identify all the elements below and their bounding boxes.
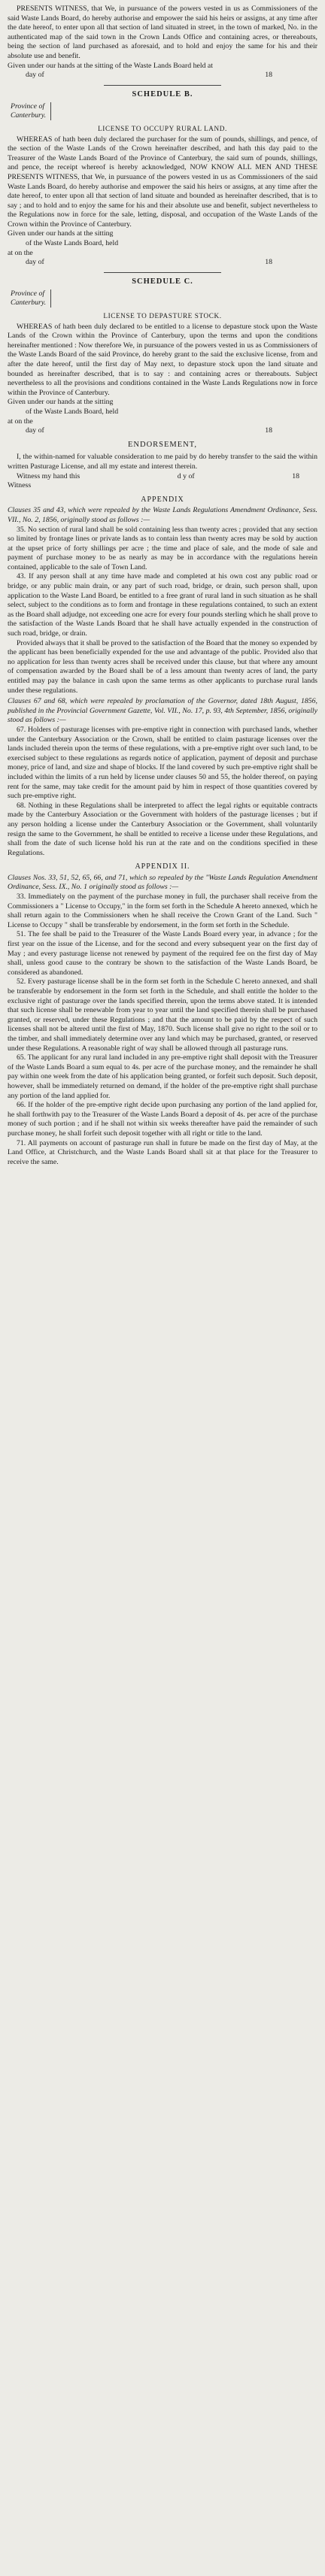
schedule-c-year: 18 bbox=[265, 426, 272, 435]
appendix-i-heading: APPENDIX bbox=[141, 495, 184, 504]
section-divider bbox=[104, 85, 222, 86]
schedule-b-day-label: day of bbox=[26, 258, 44, 267]
appendix-ii-heading: APPENDIX II. bbox=[135, 862, 190, 871]
clause-68: 68. Nothing in these Regulations shall be interpreted to affect the legal rights or equitable contracts made by the Canterbury Association or the Government with holders of the pasturage licenses ; but if any person holding a license under the Canterbury Association or the Government, shall voluntarily resign the same to the Government, he shall be entitled to receive a license under these Regulations, and shall from the date of such license hold his run at the rate and on the conditions specified in these Regulations. bbox=[8, 801, 317, 857]
schedule-a-day-label: day of bbox=[26, 71, 44, 80]
appendix-i-intro: Clauses 35 and 43, which were repealed by the Waste Lands Regulations Amendment Ordinance, Sess. VII., No. 2, 1856, originally stood as follows :— bbox=[8, 506, 317, 524]
schedule-b-year: 18 bbox=[265, 258, 272, 267]
endorsement-body: I, the within-named for valuable consideration to me paid by do hereby transfer to the said the within written Pasturage License, and all my estate and interest therein. bbox=[8, 453, 317, 471]
appendix-i-intro-2: Clauses 67 and 68, which were repealed by proclamation of the Governor, dated 18th August, 1856, published in the Provincial Government Gazette, Vol. VII., No. 17, p. 93, 4th September, 1856, originally stood as follows :— bbox=[8, 697, 317, 725]
schedule-c-given-line1: Given under our hands at the sitting bbox=[8, 398, 114, 407]
schedule-a-date-line bbox=[8, 71, 317, 80]
schedule-c-title: LICENSE TO DEPASTURE STOCK. bbox=[103, 312, 222, 320]
endorsement-witness-line bbox=[8, 472, 317, 482]
schedule-c-province-brace bbox=[11, 289, 51, 308]
endorsement-witness-label: Witness bbox=[8, 481, 32, 490]
schedule-b-body: WHEREAS of hath been duly declared the purchaser for the sum of pounds, shillings, and pence, of the section of the Waste Lands of the Crown hereinafter described, and hath this day paid to the Treasurer of the Waste Lands Board of the Province of Canterbury, the said sum of pounds, shillings, and pence, the receipt whereof is hereby acknowledged, NOW KNOW ALL MEN AND THESE PRESENTS WITNESS, that We, in pursuance of the powers vested in us as Commissioners of the said Waste Lands Board, do hereby authorise and empower the said his heirs or assigns, at any time after the date hereof, to enter upon all that section of land situate and bounded as hereinafter described, that is to say ; and to hold and to enjoy the same for his and their absolute use and benefit, subject nevertheless to the Regulations now in force for the sale, letting, disposal, and occupation of the Waste Lands of the Crown within the Province of Canterbury. bbox=[8, 135, 317, 229]
endorsement-witness-text: Witness my hand this bbox=[17, 471, 80, 480]
schedule-b-at-line: at on the bbox=[8, 248, 33, 257]
section-divider bbox=[104, 272, 222, 273]
clause-52: 52. Every pasturage license shall be in the form set forth in the Schedule C hereto annexed, and shall be transferable by endorsement in the form set forth in the Schedule, and shall entitle the holder to the exclusive right of pasturage over the lands specified therein, upon the terms above stated. It is intended that such license shall be renewable from year to year until the land specified therein shall be purchased granted, or reserved, under these Regulations ; and that the amount to be paid by the respect of such licenses shall not be altered until the first of May, 1870. Such license shall give no right to the soil or to the timber, and shall immediately determine over any land which may be purchased, granted, or reserved under these Regulations. A reasonable right of way shall be allowed through all pasturage runs. bbox=[8, 977, 317, 1053]
schedule-b-province-line2: Canterbury. bbox=[11, 111, 47, 120]
endorsement-witness-day: d y of bbox=[177, 471, 195, 480]
clause-71: 71. All payments on account of pasturage run shall in future be made on the first day of May, at the Land Office, at Christchurch, and the Waste Lands Board shall sit at that place for the Treasurer to receive the same. bbox=[8, 1138, 317, 1166]
schedule-a-witness-paragraph: PRESENTS WITNESS, that We, in pursuance of the powers vested in us as Commissioners of the said Waste Lands Board, do hereby authorise and empower the said his heirs or assigns, at any time after the date hereof, to enter upon all that section of land situated in street, in the town of marked, No. in the authenticated map of the said town in the Crown Lands Office and containing acres, or thereabouts, being the section of land purchased as aforesaid, and to hold and enjoy the same for his and their absolute use and benefit. bbox=[8, 5, 317, 60]
schedule-c-province-line1: Province of bbox=[11, 289, 45, 299]
schedule-b-province-brace bbox=[11, 102, 51, 120]
endorsement-witness-year: 18 bbox=[292, 471, 299, 480]
schedule-b-province bbox=[11, 102, 317, 121]
schedule-c-day-label: day of bbox=[26, 426, 44, 435]
schedule-b-date-line bbox=[8, 258, 317, 268]
clause-65: 65. The applicant for any rural land included in any pre-emptive right shall deposit with the Treasurer of the Waste Lands Board a sum equal to 4s. per acre of the purchase money, and the remainder he shall pay within one week from the date of his application being granted, or forfeit such deposit. Such deposit, however, shall be immediately returned on demand, if the holder of the pre-emptive right shall purchase any portion of the land applied for. bbox=[8, 1053, 317, 1100]
schedule-a-year: 18 bbox=[265, 71, 272, 80]
schedule-b-province-line1: Province of bbox=[11, 102, 45, 111]
clause-51: 51. The fee shall be paid to the Treasurer of the Waste Lands Board every year, in advance ; for the first year on the issue of the License, and for the second and every subsequent year on the first day of May ; and every pasturage license not renewed by payment of the required fee on the first day of May shall, unless good cause to the contrary be shown to the satisfaction of the Waste Lands Board, be considered as abandoned. bbox=[8, 930, 317, 977]
schedule-c-body: WHEREAS of hath been duly declared to be entitled to a license to depasture stock upon the Waste Lands of the Crown within the Province of Canterbury, upon the terms and upon the conditions hereinafter mentioned : Now therefore We, in pursuance of the powers vested in us as Commissioners of the Waste Lands Board of the said Province, do hereby grant to the said the exclusive license, from and after the date hereof, until the first day of May next, to depasture stock upon the land situate and bounded as hereinafter described, that is to say : and containing acres or thereabouts. Subject nevertheless to all the provisions and conditions contained in the Waste Lands Regulations now in force within the Province of Canterbury. bbox=[8, 322, 317, 397]
schedule-b-given-line2: of the Waste Lands Board, held bbox=[26, 239, 119, 248]
clause-67: 67. Holders of pasturage licenses with pre-emptive right in connection with purchased lands, whether under the Canterbury Association or the Crown, shall be entitled to claim pasturage licenses over the lands included therein upon the terms of these regulations, with a pre-emptive right over such land, to be exercised subject to these regulations as regards notice of application, payment of deposit and purchase money, price of land, and size and shape of blocks. If the land covered by such pre-emptive right shall be included within the limits of a run held by license under clauses 50 and 55, the holder thereof, on paying rent for the same, may take credit for the amount paid by him in respect of those quantities covered by such pre-emptive right. bbox=[8, 725, 317, 801]
endorsement-heading: ENDORSEMENT, bbox=[127, 440, 197, 449]
clause-35: 35. No section of rural land shall be sold containing less than twenty acres ; provided that any section so limited by frontage lines or private lands as to contain less than twenty acres may be sold by auction at the upset price of forty shillings per acre ; the time and place of sale, and the mode of sale and payment of purchase money to be as nearly as may be in accordance with the regulations herein contained, applicable to the sale of Town Land. bbox=[8, 525, 317, 571]
schedule-c-heading: SCHEDULE C. bbox=[132, 277, 193, 286]
schedule-c-at-line: at on the bbox=[8, 417, 33, 426]
schedule-b-title: LICENSE TO OCCUPY RURAL LAND. bbox=[98, 124, 227, 132]
schedule-b-given-line1: Given under our hands at the sitting bbox=[8, 229, 114, 238]
schedule-b-heading: SCHEDULE B. bbox=[132, 89, 193, 98]
schedule-c-given-line2: of the Waste Lands Board, held bbox=[26, 407, 119, 416]
clause-66: 66. If the holder of the pre-emptive right decide upon purchasing any portion of the land applied for, he shall forthwith pay to the Treasurer of the Waste Lands Board a deposit of 4s. per acre of the purchase money of such portion ; and if he shall not within six weeks thereafter have paid the remainder of such purchase money, he shall forfeit such deposit together with all right or title to the land. bbox=[8, 1101, 317, 1138]
schedule-c-province bbox=[11, 289, 317, 308]
schedule-a-given-line: Given under our hands at the sitting of the Waste Lands Board held at bbox=[8, 61, 214, 70]
schedule-c-date-line bbox=[8, 426, 317, 436]
schedule-c-province-line2: Canterbury. bbox=[11, 299, 47, 308]
clause-33: 33. Immediately on the payment of the purchase money in full, the purchaser shall receive from the Commissioners a " License to Occupy," in the form set forth in the Schedule A hereto annexed, which he shall return again to the Commissioners when he shall receive the Crown Grant of the Land. Such " License to Occupy " shall be transferable by endorsement, in the form set forth in the Schedule. bbox=[8, 893, 317, 929]
clause-43-proviso: Provided always that it shall be proved to the satisfaction of the Board that the money so expended by the applicant has been beneficially expended for the use and advantage of the public. Provided also that no application for less than twenty acres shall be received under this clause, but that where any amount of compensation awarded by the Board shall be of a less amount than twenty acres of land, the party entitled may pay the balance in cash upon the same terms as other applicants to purchase rural lands under these regulations. bbox=[8, 638, 317, 695]
appendix-ii-intro: Clauses Nos. 33, 51, 52, 65, 66, and 71, which so repealed by the "Waste Lands Regulation Amendment Ordinance, Sess. IX., No. 1 originally stood as follows :— bbox=[8, 873, 317, 892]
clause-43: 43. If any person shall at any time have made and completed at his own cost any public road or bridge, or any public main drain, or any part of such road, bridge, or drain, such person shall, upon application to the Waste Land Board, be entitled to a free grant of rural land in such situation as he shall select, subject to the conditions as to form and frontage in these regulations contained, to such an extent as the Board shall adjudge, not exceeding one acre for every four pounds sterling which he shall prove to the satisfaction of the Waste Lands Board that he shall have actually expended in the construction of such road, bridge, or drain. bbox=[8, 572, 317, 638]
